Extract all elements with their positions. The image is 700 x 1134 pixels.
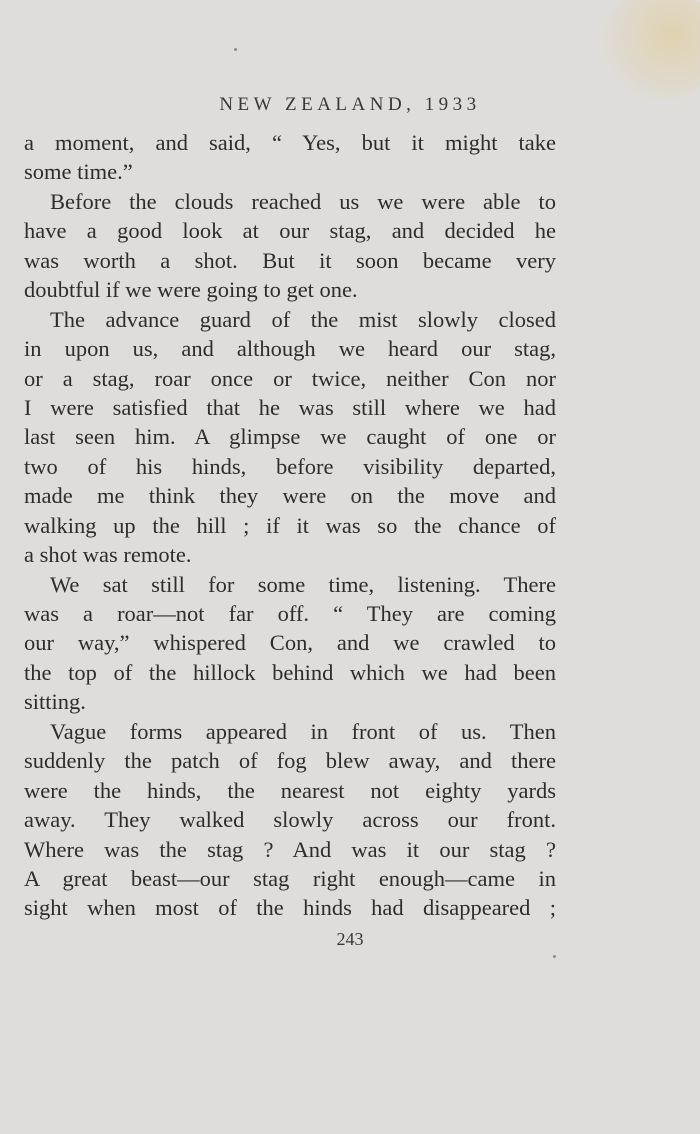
text-line: We sat still for some time, listening. There	[50, 571, 556, 597]
paper-speck	[553, 955, 556, 958]
text-line: Where was the stag ? And was it our stag ?	[24, 836, 556, 862]
paper-speck	[234, 48, 237, 51]
text-line: the top of the hillock behind which we had been	[24, 659, 556, 685]
text-line: was worth a shot. But it soon became very	[24, 247, 556, 273]
text-line: Before the clouds reached us we were able to	[50, 188, 556, 214]
text-line: I were satisfied that he was still where we had	[24, 394, 556, 420]
text-line: A great beast—our stag right enough—came in	[24, 865, 556, 891]
text-line: or a stag, roar once or twice, neither Con nor	[24, 365, 556, 391]
body-text	[24, 128, 556, 923]
text-line: The advance guard of the mist slowly closed	[50, 306, 556, 332]
text-line: away. They walked slowly across our front.	[24, 807, 556, 833]
text-line: have a good look at our stag, and decided he	[24, 218, 556, 244]
text-line: walking up the hill ; if it was so the chance of	[24, 512, 556, 538]
text-line: our way,” whispered Con, and we crawled to	[24, 630, 556, 656]
text-line: doubtful if we were going to get one.	[24, 277, 358, 303]
running-head: NEW ZEALAND, 1933	[219, 94, 481, 115]
text-line: was a roar—not far off. “ They are coming	[24, 601, 556, 626]
text-line: sight when most of the hinds had disappeared ;	[24, 895, 556, 921]
text-line: two of his hinds, before visibility departed,	[24, 453, 556, 479]
text-line: made me think they were on the move and	[24, 483, 556, 509]
text-line: in upon us, and although we heard our stag,	[24, 336, 556, 362]
text-line: sitting.	[24, 689, 86, 715]
text-line: suddenly the patch of fog blew away, and there	[24, 748, 556, 774]
text-line: last seen him. A glimpse we caught of one or	[24, 424, 556, 450]
text-line: a moment, and said, “ Yes, but it might take	[24, 130, 556, 155]
paper-stain	[600, 0, 700, 100]
page-number: 243	[336, 929, 364, 949]
text-line: Vague forms appeared in front of us. Then	[50, 718, 556, 744]
text-line: were the hinds, the nearest not eighty yards	[24, 777, 556, 803]
text-line: some time.”	[24, 159, 133, 185]
text-line: a shot was remote.	[24, 542, 192, 568]
